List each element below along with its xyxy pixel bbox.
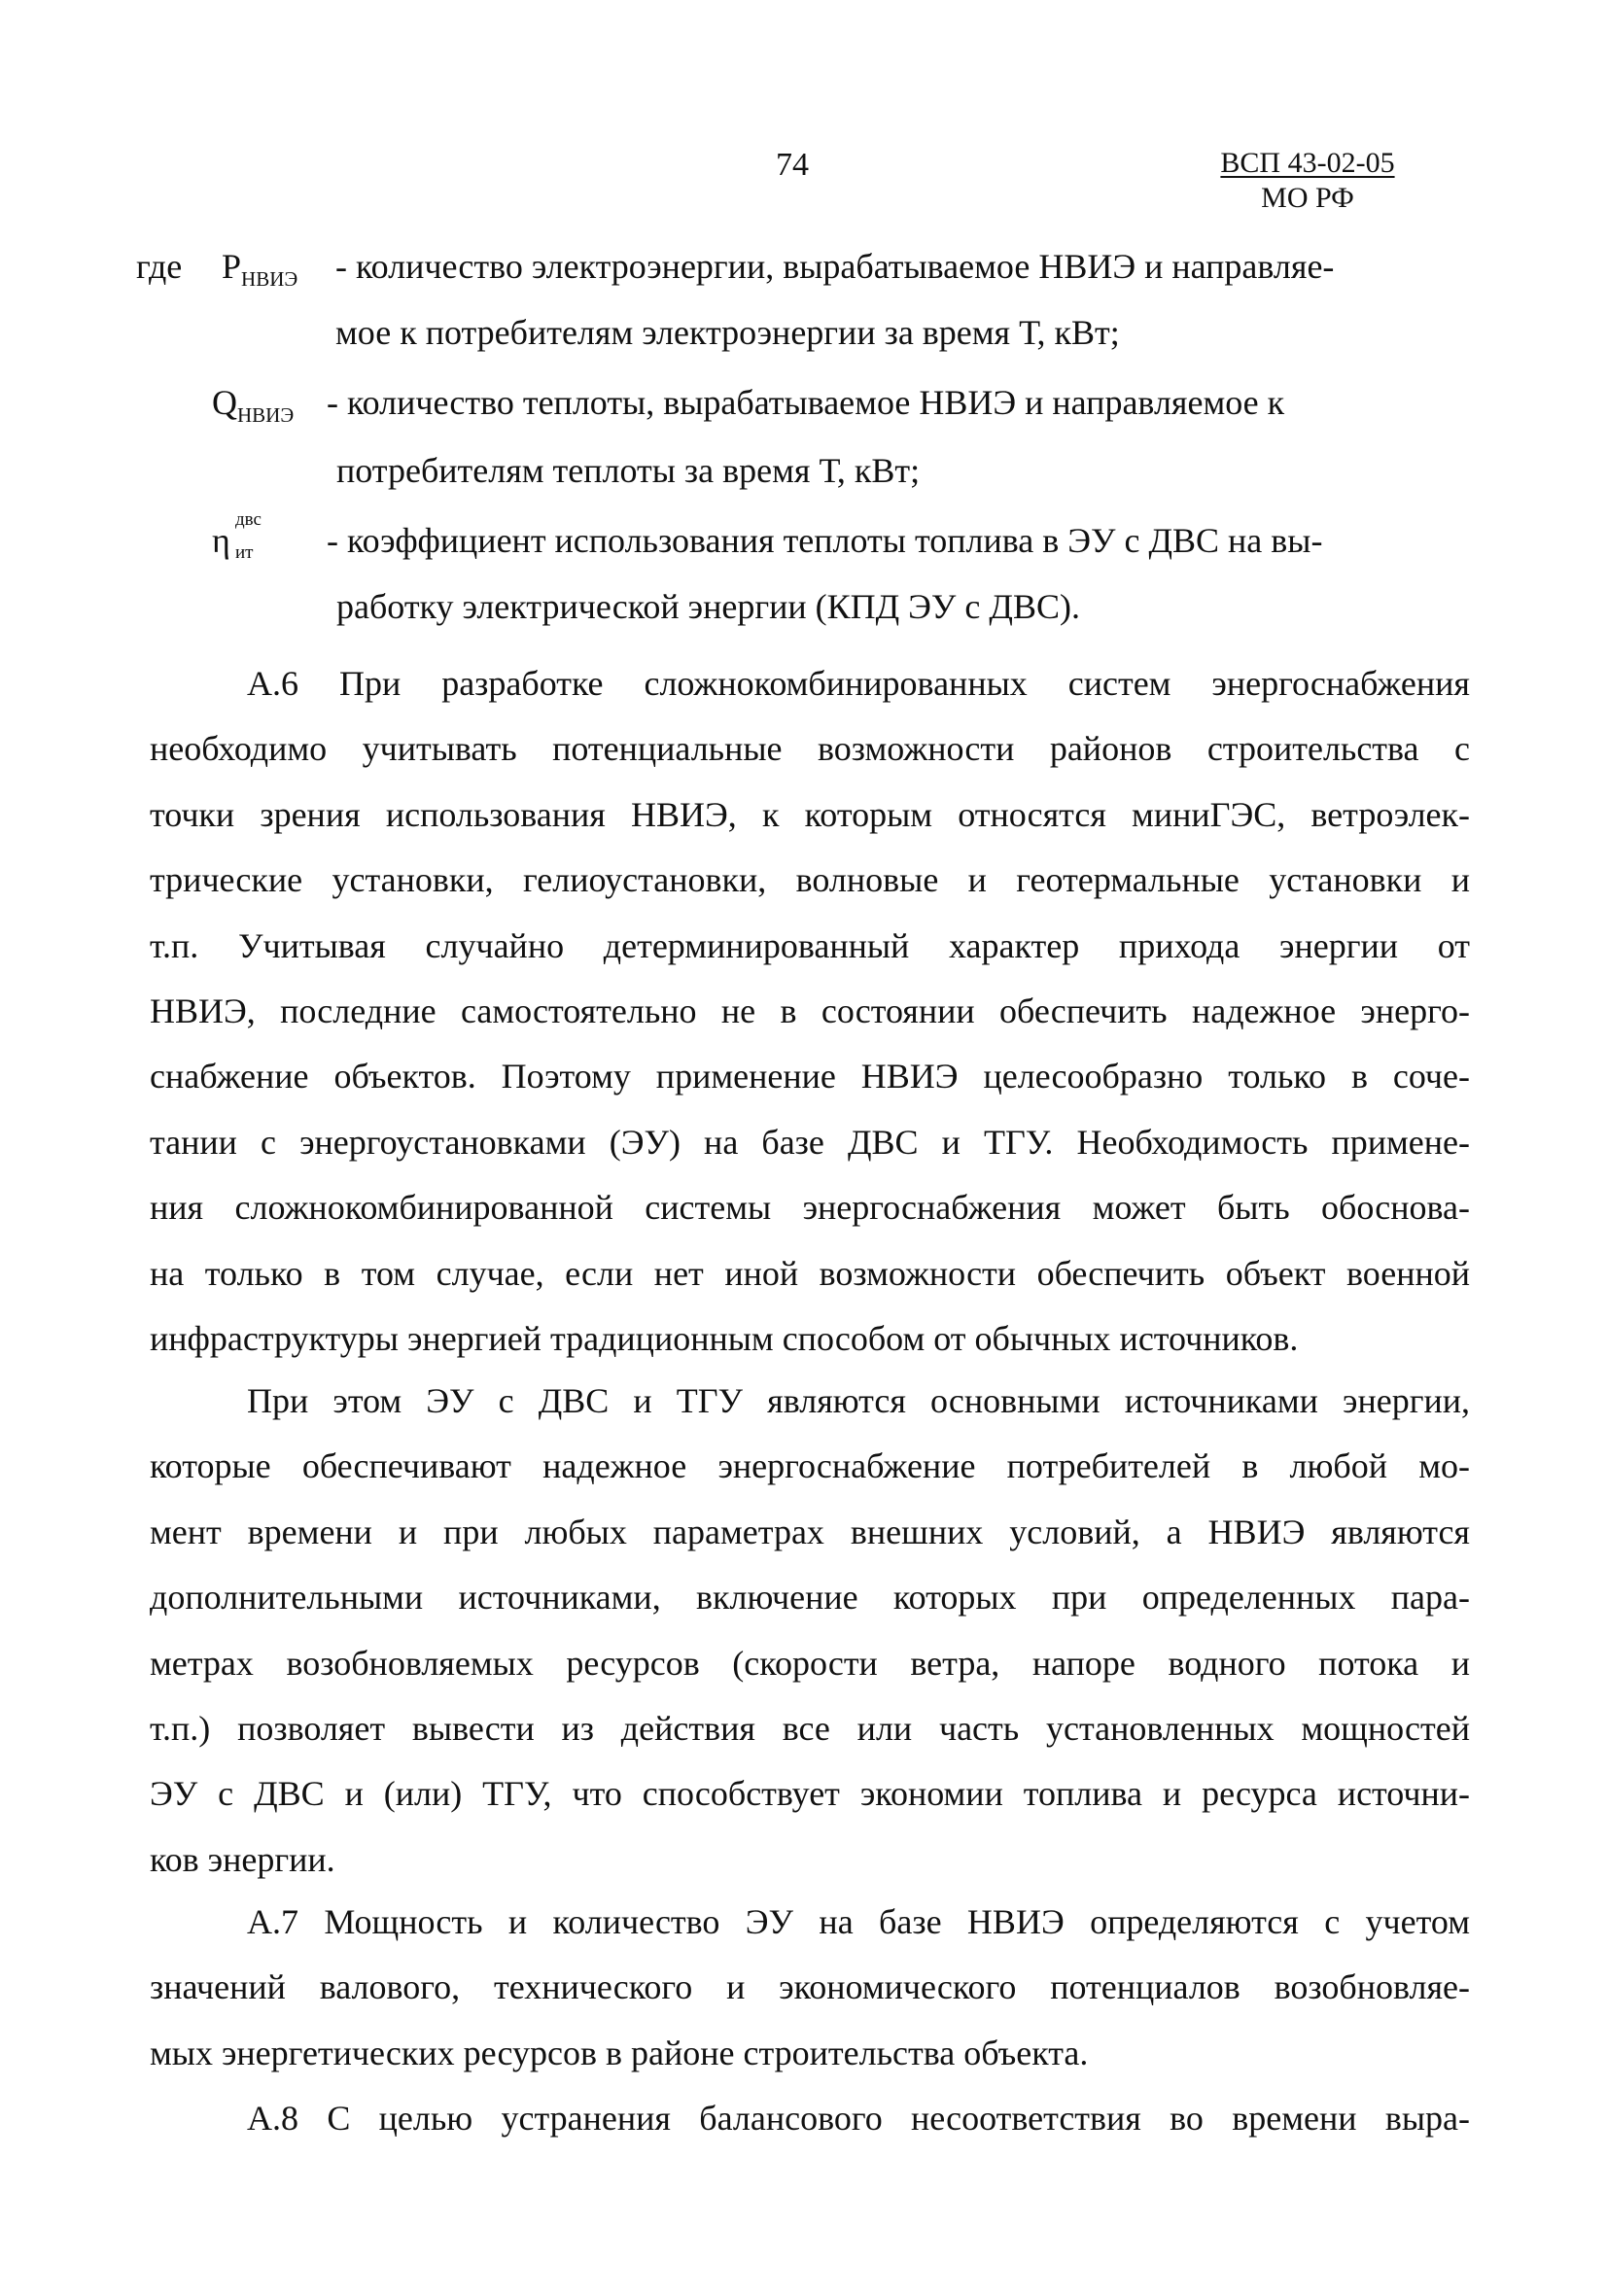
paragraph-line: А.7 Мощность и количество ЭУ на базе НВИЭ определяются с учетом	[247, 1902, 1470, 1941]
paragraph-line: ния сложнокомбинированной системы энергоснабжения может быть обоснова-	[150, 1188, 1470, 1228]
organization-label: МО РФ	[1261, 182, 1354, 214]
symbol-q-nvie	[212, 381, 294, 436]
paragraph-a7	[150, 1890, 1470, 2086]
symbol-base: Q	[212, 383, 237, 422]
paragraph-line: точки зрения использования НВИЭ, к которым относятся миниГЭС, ветроэлек-	[150, 794, 1470, 834]
paragraph-line: т.п. Учитывая случайно детерминированный характер прихода энергии от	[150, 925, 1470, 965]
paragraph-line: мых энергетических ресурсов в районе строительства объекта.	[150, 2033, 1089, 2072]
page-number: 74	[776, 147, 809, 183]
definition-line: работку электрической энергии (КПД ЭУ с ДВС).	[336, 587, 1080, 626]
symbol-subscript: НВИЭ	[241, 267, 298, 291]
paragraph-line: тании с энергоустановками (ЭУ) на базе ДВС и ТГУ. Необходимость примене-	[150, 1122, 1470, 1162]
paragraph-line: инфраструктуры энергией традиционным способом от обычных источников.	[150, 1318, 1299, 1358]
paragraph-line: НВИЭ, последние самостоятельно не в состоянии обеспечить надежное энерго-	[150, 991, 1470, 1030]
paragraph-line: А.8 С целью устранения балансового несоответствия во времени выра-	[247, 2099, 1470, 2138]
definition-line: - коэффициент использования теплоты топлива в ЭУ с ДВС на вы-	[327, 521, 1323, 560]
definition-line: - количество электроэнергии, вырабатываемое НВИЭ и направляе-	[335, 247, 1335, 286]
symbol-subscript: НВИЭ	[237, 403, 295, 427]
definition-line: потребителям теплоты за время Т, кВт;	[336, 451, 921, 490]
paragraph-main-sources	[150, 1369, 1470, 1893]
symbol-base: P	[222, 247, 242, 286]
symbol-superscript: двс	[235, 509, 262, 530]
document-code-block	[1205, 146, 1410, 216]
paragraph-a6	[150, 651, 1470, 1372]
symbol-subscript: ит	[235, 542, 254, 563]
symbol-eta-dvs	[212, 509, 288, 572]
definition-line: мое к потребителям электроэнергии за время Т, кВт;	[335, 313, 1120, 352]
paragraph-line: которые обеспечивают надежное энергоснабжение потребителей в любой мо-	[150, 1446, 1470, 1486]
paragraph-line: необходимо учитывать потенциальные возможности районов строительства с	[150, 729, 1470, 769]
paragraph-line: на только в том случае, если нет иной возможности обеспечить объект военной	[150, 1253, 1470, 1293]
paragraph-line: При этом ЭУ с ДВС и ТГУ являются основными источниками энергии,	[247, 1381, 1470, 1420]
document-code: ВСП 43-02-05	[1220, 147, 1395, 179]
paragraph-line: мент времени и при любых параметрах внешних условий, а НВИЭ являются	[150, 1512, 1470, 1551]
paragraph-line: А.6 При разработке сложнокомбинированных систем энергоснабжения	[247, 664, 1470, 703]
paragraph-a8	[150, 2086, 1470, 2151]
symbol-p-nvie	[222, 245, 297, 300]
paragraph-line: т.п.) позволяет вывести из действия все или часть установленных мощностей	[150, 1708, 1470, 1748]
paragraph-line: значений валового, технического и экономического потенциалов возобновляе-	[150, 1967, 1470, 2007]
paragraph-line: метрах возобновляемых ресурсов (скорости ветра, напоре водного потока и	[150, 1643, 1470, 1683]
definition-line: - количество теплоты, вырабатываемое НВИЭ и направляемое к	[327, 383, 1285, 422]
paragraph-line: ЭУ с ДВС и (или) ТГУ, что способствует экономии топлива и ресурса источни-	[150, 1774, 1470, 1814]
symbol-base: η	[212, 521, 230, 560]
paragraph-line: трические установки, гелиоустановки, волновые и геотермальные установки и	[150, 860, 1470, 900]
paragraph-line: снабжение объектов. Поэтому применение НВИЭ целесообразно только в соче-	[150, 1057, 1470, 1096]
paragraph-line: дополнительными источниками, включение которых при определенных пара-	[150, 1578, 1470, 1618]
where-label: где	[136, 247, 183, 286]
paragraph-line: ков энергии.	[150, 1839, 335, 1879]
